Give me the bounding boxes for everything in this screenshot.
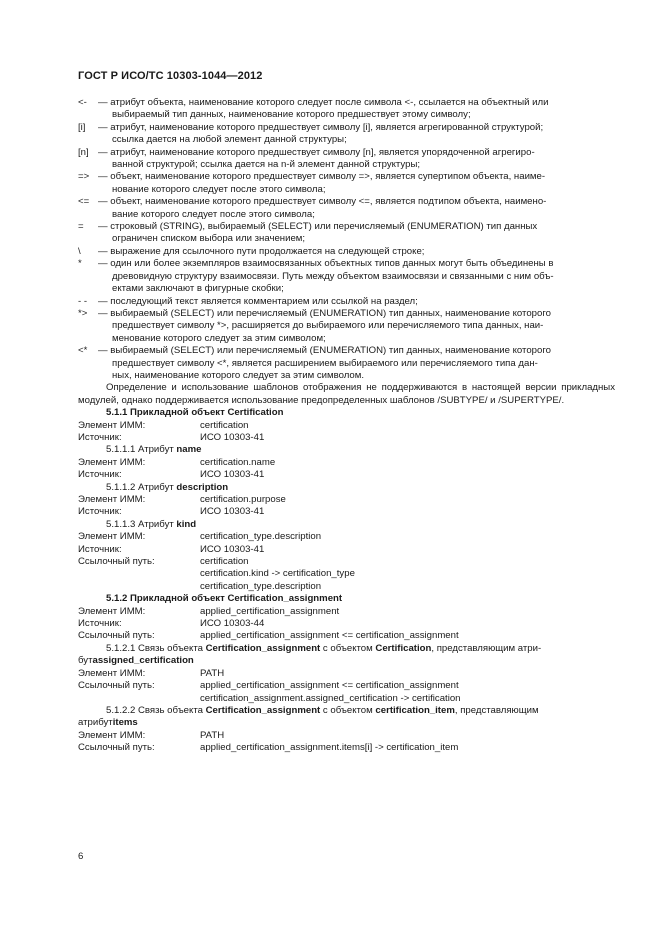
legend-row (78, 246, 615, 258)
page-content (78, 97, 615, 755)
section-5-1-2-1-path (78, 680, 615, 705)
text: , представляющим (454, 704, 539, 716)
legend-line: — выбираемый (SELECT) или перечисляемый (ENUMERATION) тип данных, наименование которого (98, 307, 551, 319)
legend-line: — выражение для ссылочного пути продолжается на следующей строке; (98, 245, 425, 257)
label: Элемент ИММ: (78, 531, 146, 543)
path-line: certification (200, 556, 249, 568)
symbol-legend (78, 97, 615, 382)
bold: Certification (375, 642, 432, 654)
section-5-1-2-2-title (78, 705, 615, 730)
value: certification.name (200, 456, 276, 468)
legend-line: ссылка дается на любой элемент данной структуры; (112, 134, 347, 146)
label: Источник: (78, 543, 122, 555)
bold: certification_item (375, 704, 455, 716)
value: applied_certification_assignment.items[i] -> certification_item (200, 742, 459, 754)
value: PATH (200, 729, 225, 741)
label: Ссылочный путь: (78, 680, 155, 692)
section-5-1-2-title: 5.1.2 Прикладной объект Certification_assignment (106, 593, 343, 605)
value: ИСО 10303-41 (200, 506, 265, 518)
bold: items (112, 717, 138, 729)
value: ИСО 10303-41 (200, 469, 265, 481)
label: Элемент ИММ: (78, 667, 146, 679)
legend-line: нование которого следует после этого символа; (112, 183, 326, 195)
text: 5.1.2.2 Связь объекта (106, 704, 206, 716)
text: бут (78, 655, 93, 667)
value: certification_type.description (200, 531, 322, 543)
section-5-1-1-2-imm (78, 494, 615, 506)
legend-description (98, 171, 615, 196)
legend-description (98, 296, 615, 308)
label: Элемент ИММ: (78, 729, 146, 741)
label: Ссылочный путь: (78, 556, 155, 568)
section-5-1-1-3-imm (78, 531, 615, 543)
section-5-1-1-imm (78, 420, 615, 432)
legend-row (78, 196, 615, 221)
legend-description (98, 345, 615, 382)
legend-description (98, 196, 615, 221)
legend-symbol: \ (78, 245, 81, 257)
legend-line: вание которого следует после этого символа; (112, 208, 315, 220)
title-attr: name (176, 444, 202, 456)
legend-description (98, 221, 615, 246)
section-5-1-2-1-title (78, 643, 615, 668)
legend-symbol: <- (78, 97, 87, 108)
bold: Certification_assignment (205, 642, 321, 654)
path-line: applied_certification_assignment <= certification_assignment (200, 680, 459, 692)
section-5-1-2-imm (78, 606, 615, 618)
legend-description (98, 97, 615, 122)
section-5-1-2-path (78, 630, 615, 642)
legend-line: — один или более экземпляров взаимосвязанных объектных типов данных могут быть объединены в (98, 258, 554, 270)
legend-line: — объект, наименование которого предшествует символу =>, является супертипом объекта, наиме- (98, 171, 546, 183)
label: Элемент ИММ: (78, 419, 146, 431)
title-prefix: 5.1.1.3 Атрибут (106, 518, 177, 530)
legend-description (98, 308, 615, 345)
label: Элемент ИММ: (78, 494, 146, 505)
path-line: certification_type.description (200, 580, 322, 592)
legend-line: — атрибут, наименование которого предшествует символу [n], является упорядоченной агрегиро- (98, 146, 535, 158)
legend-row (78, 345, 615, 382)
value: ИСО 10303-41 (200, 431, 265, 443)
legend-row (78, 122, 615, 147)
text: с объектом (320, 704, 376, 716)
label: Источник: (78, 506, 122, 518)
legend-row (78, 147, 615, 172)
path-lines (200, 680, 615, 705)
legend-line: менование которого следует за этим символом; (112, 332, 326, 344)
bold: assigned_certification (92, 655, 194, 667)
section-5-1-2-source (78, 618, 615, 630)
section-5-1-1-3-title (78, 519, 615, 531)
label: Элемент ИММ: (78, 605, 146, 617)
value: PATH (200, 667, 225, 679)
bold: Certification_assignment (205, 704, 321, 716)
value: ИСО 10303-41 (200, 543, 265, 555)
label: Источник: (78, 431, 122, 443)
legend-symbol: [n] (78, 146, 89, 158)
legend-line: ных, наименование которого следует за этим символом. (112, 369, 365, 381)
value: ИСО 10303-44 (200, 618, 265, 630)
legend-symbol: *> (78, 307, 88, 319)
legend-row (78, 296, 615, 308)
legend-row (78, 97, 615, 122)
legend-symbol: * (78, 258, 82, 270)
legend-line: — выбираемый (SELECT) или перечисляемый (ENUMERATION) тип данных, наименование которого (98, 345, 551, 357)
legend-symbol: => (78, 171, 90, 183)
legend-line: — атрибут, наименование которого предшествует символу [i], является агрегированной структурой; (98, 121, 544, 133)
title-prefix: 5.1.1.2 Атрибут (106, 481, 177, 493)
legend-line: ограничен списком выбора или значением; (112, 233, 306, 245)
legend-description (98, 147, 615, 172)
legend-symbol: = (78, 221, 84, 233)
value: applied_certification_assignment (200, 605, 340, 617)
legend-line: ванной структурой; ссылка дается на n-й элемент данной структуры; (112, 159, 421, 171)
title-attr: description (176, 481, 229, 493)
legend-line: — атрибут объекта, наименование которого следует после символа <-, ссылается на объектный или (98, 97, 549, 108)
legend-symbol: [i] (78, 121, 86, 133)
legend-line: выбираемый тип данных, наименование которого предшествует этому символу; (112, 109, 471, 121)
legend-row (78, 221, 615, 246)
label: Ссылочный путь: (78, 630, 155, 642)
section-5-1-1-title: 5.1.1 Прикладной объект Certification (106, 407, 284, 419)
section-5-1-1-2-title (78, 482, 615, 494)
legend-line: ектами заключают в фигурные скобки; (112, 283, 284, 295)
legend-row (78, 258, 615, 295)
value: certification (200, 419, 249, 431)
text: , представляющим атри- (431, 642, 542, 654)
section-5-1-1-1-title (78, 444, 615, 456)
note-paragraph: Определение и использование шаблонов отображения не поддерживаются в настоящей версии прикладных модулей, однако поддерживается использование предопределенных шаблонов /SUBTYPE/ и /SUPERTYPE/. (78, 382, 615, 406)
label: Источник: (78, 618, 122, 630)
path-line: certification_assignment.assigned_certification -> certification (200, 692, 461, 704)
legend-line: древовидную структуру взаимосвязи. Путь между объектом взаимосвязи и связанными с ним объ- (112, 270, 554, 282)
legend-symbol: <= (78, 196, 90, 208)
title-prefix: 5.1.1.1 Атрибут (106, 444, 177, 456)
text: 5.1.2.1 Связь объекта (106, 642, 206, 654)
legend-description (98, 258, 615, 295)
legend-row (78, 308, 615, 345)
page-header-title: ГОСТ Р ИСО/ТС 10303-1044—2012 (78, 70, 263, 82)
section-5-1-2-1-imm (78, 668, 615, 680)
legend-description (98, 246, 615, 258)
label: Источник: (78, 469, 122, 481)
section-5-1-2-2-imm (78, 730, 615, 742)
label: Элемент ИММ: (78, 456, 146, 468)
value: certification.purpose (200, 494, 286, 505)
title-attr: kind (176, 518, 197, 530)
text: атрибут (78, 717, 113, 729)
section-5-1-1-3-source (78, 544, 615, 556)
label: Ссылочный путь: (78, 742, 155, 754)
legend-line: — строковый (STRING), выбираемый (SELECT) или перечисляемый (ENUMERATION) тип данных (98, 221, 538, 233)
section-5-1-1-2-source (78, 506, 615, 518)
path-line: certification.kind -> certification_type (200, 568, 355, 580)
legend-line: — объект, наименование которого предшествует символу <=, является подтипом объекта, наимено- (98, 196, 547, 208)
section-5-1-1-3-path (78, 556, 615, 593)
value: applied_certification_assignment <= certification_assignment (200, 630, 459, 642)
section-5-1-1-source (78, 432, 615, 444)
legend-description (98, 122, 615, 147)
section-5-1-2-2-path (78, 742, 615, 754)
section-5-1-1-1-imm (78, 457, 615, 469)
path-lines (200, 556, 615, 593)
legend-row (78, 171, 615, 196)
section-5-1-1-1-source (78, 469, 615, 481)
legend-symbol: <* (78, 345, 88, 357)
legend-line: предшествует символу *>, расширяется до выбираемого или перечисляемого типа данных, наи- (112, 320, 544, 332)
legend-symbol: - - (78, 295, 88, 307)
page-number: 6 (78, 851, 84, 862)
text: с объектом (320, 642, 376, 654)
legend-line: — последующий текст является комментарием или ссылкой на раздел; (98, 295, 418, 307)
legend-line: предшествует символу <*, является расширением выбираемого или перечисляемого типа дан- (112, 357, 538, 369)
